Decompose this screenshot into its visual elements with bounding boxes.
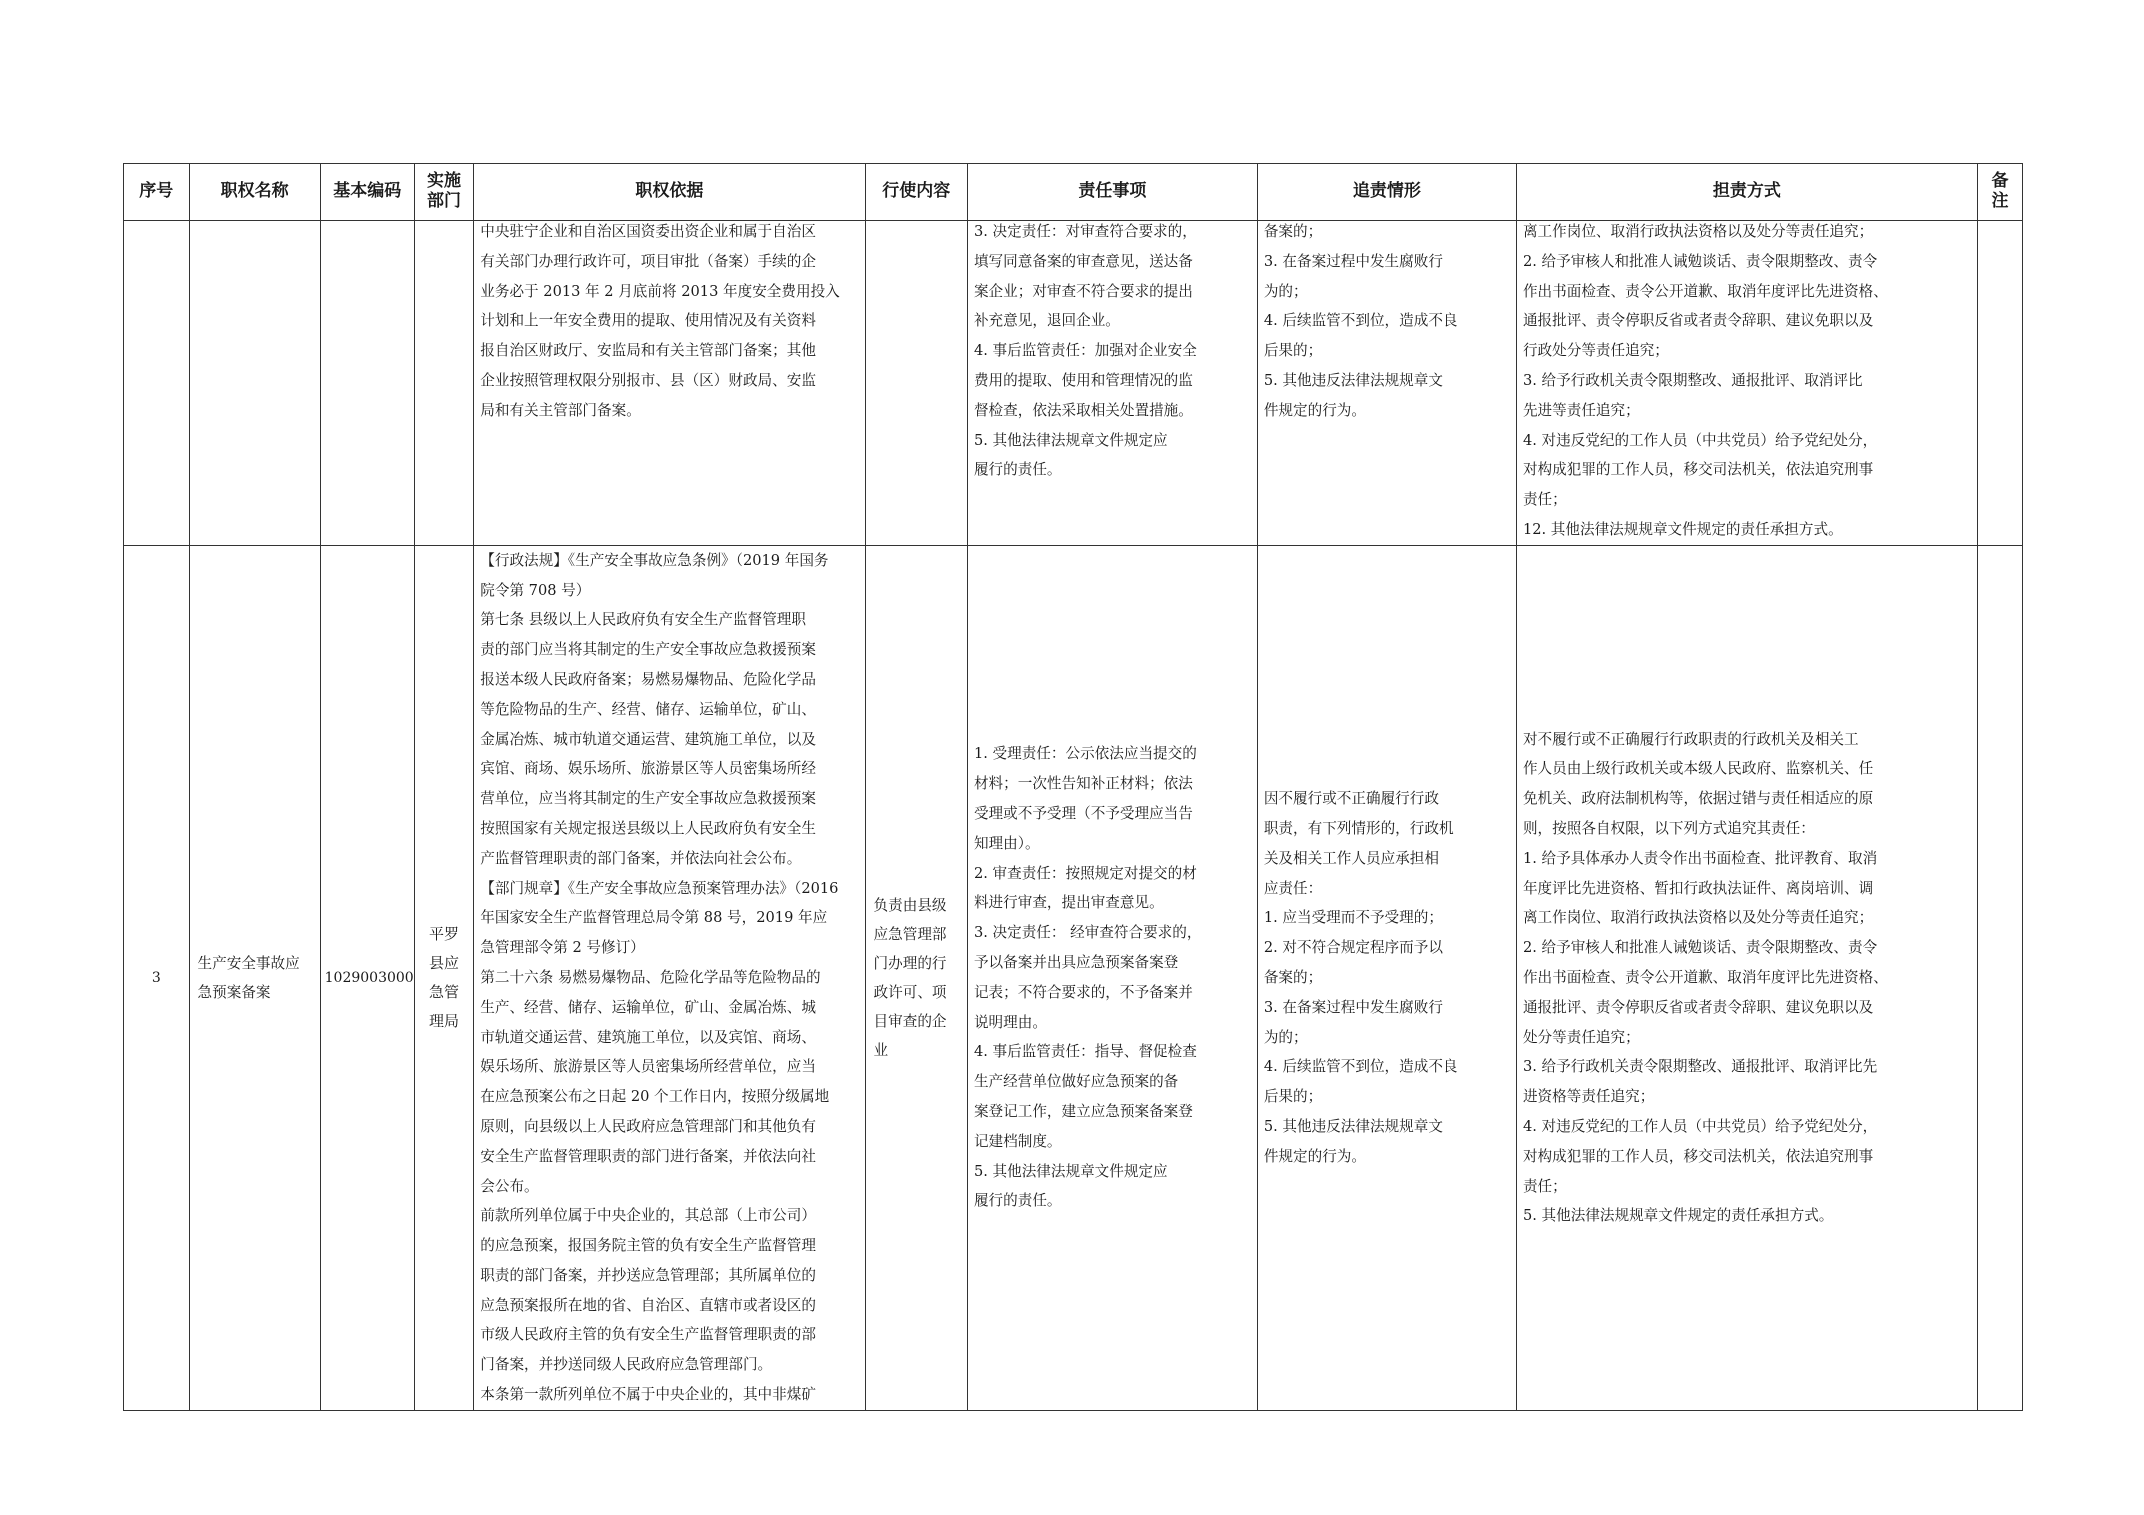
header-exercise: 行使内容 — [865, 164, 967, 221]
text-line: 按照国家有关规定报送县级以上人民政府负有安全生 — [480, 819, 816, 837]
text-line: 急管 — [429, 982, 460, 1001]
text-line: 市轨道交通运营、建筑施工单位，以及宾馆、商场、 — [480, 1028, 816, 1046]
text-line: 件规定的行为。 — [1263, 401, 1366, 419]
text-line: 通报批评、责令停职反省或者责令辞职、建议免职以及 — [1522, 998, 1874, 1016]
header-code: 基本编码 — [320, 164, 414, 221]
text-line: 5. 其他法律法规规章文件规定的责任承担方式。 — [1522, 1207, 1834, 1225]
text-line: 5. 其他违反法律法规规章文 — [1263, 1117, 1443, 1135]
text-line: 生产经营单位做好应急预案的备 — [973, 1073, 1179, 1091]
text-line: 记建档制度。 — [973, 1132, 1062, 1150]
text-line: 备案的； — [1263, 223, 1323, 240]
row1-bear-cell — [1516, 221, 1977, 546]
text-line: 免机关、政府法制机构等，依据过错与责任相适应的原 — [1522, 790, 1874, 808]
text-line: 作出书面检查、责令公开道歉、取消年度评比先进资格、 — [1522, 968, 1888, 986]
text-line: 4. 事后监管责任：加强对企业安全 — [973, 342, 1197, 360]
text-line: 5. 其他违反法律法规规章文 — [1263, 371, 1443, 389]
text-line: 备案的； — [1263, 968, 1323, 986]
table-header-row — [124, 164, 2023, 221]
text-line: 2. 审查责任：按照规定对提交的材 — [973, 864, 1197, 882]
header-bear: 担责方式 — [1516, 164, 1977, 221]
row1-duty-cell — [967, 221, 1257, 546]
text-line: 3. 给予行政机关责令限期整改、通报批评、取消评比 — [1522, 371, 1863, 389]
header-dept-label: 实施部门 — [427, 171, 462, 211]
text-line: 营单位，应当将其制定的生产安全事故应急救援预案 — [480, 790, 816, 808]
text-line: 记表；不符合要求的，不予备案并 — [973, 983, 1193, 1001]
text-line: 3. 在备案过程中发生腐败行 — [1263, 998, 1443, 1016]
row2-dept — [415, 920, 473, 1036]
text-line: 为的； — [1263, 282, 1308, 300]
text-line: 应责任： — [1263, 879, 1323, 897]
text-line: 受理或不予受理（不予受理应当告 — [973, 805, 1193, 823]
row2-name-cell — [189, 545, 320, 1410]
text-line: 负责由县级 — [873, 896, 947, 914]
text-line: 说明理由。 — [973, 1013, 1047, 1031]
table-row — [124, 221, 2023, 546]
row1-basis-cell — [474, 221, 865, 546]
text-line: 县应 — [429, 953, 460, 972]
header-duty: 责任事项 — [967, 164, 1257, 221]
row2-code-cell — [320, 545, 414, 1410]
text-line: 年度评比先进资格、暂扣行政执法证件、离岗培训、调 — [1522, 879, 1874, 897]
text-line: 3. 决定责任：对审查符合要求的， — [973, 223, 1197, 240]
text-line: 娱乐场所、旅游景区等人员密集场所经营单位，应当 — [480, 1058, 816, 1076]
text-line: 1. 给予具体承办人责令作出书面检查、批评教育、取消 — [1522, 849, 1878, 867]
text-line: 4. 对违反党纪的工作人员（中共党员）给予党纪处分， — [1522, 431, 1878, 449]
text-line: 政许可、项 — [873, 983, 947, 1001]
text-line: 对构成犯罪的工作人员，移交司法机关，依法追究刑事 — [1522, 1147, 1874, 1165]
text-line: 业务必于 2013 年 2 月底前将 2013 年度安全费用投入 — [480, 282, 840, 300]
text-line: 4. 后续监管不到位，造成不良 — [1263, 312, 1458, 330]
text-line: 生产安全事故应 — [197, 954, 300, 972]
row2-exercise-text — [866, 891, 967, 1065]
text-line: 的应急预案，报国务院主管的负有安全生产监督管理 — [480, 1237, 816, 1255]
row2-duty-cell — [967, 545, 1257, 1410]
text-line: 应急管理部 — [873, 925, 947, 943]
row2-code: 1029003000 — [324, 969, 414, 986]
row1-bear-text — [1517, 217, 1977, 545]
text-line: 5. 其他法律法规章文件规定应 — [973, 431, 1168, 449]
text-line: 先进等责任追究； — [1522, 401, 1640, 419]
header-account: 追责情形 — [1257, 164, 1516, 221]
row2-account-text — [1258, 784, 1516, 1171]
text-line: 理局 — [429, 1011, 460, 1030]
text-line: 处分等责任追究； — [1522, 1028, 1640, 1046]
text-line: 原则，向县级以上人民政府应急管理部门和其他负有 — [480, 1117, 816, 1135]
text-line: 急管理部令第 2 号修订） — [480, 939, 645, 957]
text-line: 履行的责任。 — [973, 461, 1062, 479]
text-line: 予以备案并出具应急预案备案登 — [973, 954, 1179, 972]
text-line: 应急预案报所在地的省、自治区、直辖市或者设区的 — [480, 1296, 816, 1314]
row1-duty-text — [968, 217, 1257, 485]
text-line: 中央驻宁企业和自治区国资委出资企业和属于自治区 — [480, 223, 816, 240]
text-line: 责任； — [1522, 491, 1567, 509]
row2-dept-cell — [414, 545, 473, 1410]
text-line: 责的部门应当将其制定的生产安全事故应急救援预案 — [480, 641, 816, 659]
text-line: 件规定的行为。 — [1263, 1147, 1366, 1165]
row1-seq-cell — [124, 221, 190, 546]
text-line: 等危险物品的生产、经营、储存、运输单位，矿山、 — [480, 700, 816, 718]
text-line: 1. 应当受理而不予受理的； — [1263, 909, 1443, 927]
text-line: 职责，有下列情形的，行政机 — [1263, 819, 1454, 837]
table-row — [124, 545, 2023, 1410]
text-line: 12. 其他法律法规规章文件规定的责任承担方式。 — [1522, 520, 1843, 538]
text-line: 在应急预案公布之日起 20 个工作日内，按照分级属地 — [480, 1088, 830, 1106]
text-line: 作人员由上级行政机关或本级人民政府、监察机关、任 — [1522, 760, 1874, 778]
text-line: 责任； — [1522, 1177, 1567, 1195]
text-line: 后果的； — [1263, 1088, 1323, 1106]
row2-bear-cell — [1516, 545, 1977, 1410]
header-seq: 序号 — [124, 164, 190, 221]
text-line: 离工作岗位、取消行政执法资格以及处分等责任追究； — [1522, 223, 1874, 240]
row2-account-cell — [1257, 545, 1516, 1410]
text-line: 年国家安全生产监督管理总局令第 88 号，2019 年应 — [480, 909, 828, 927]
header-name: 职权名称 — [189, 164, 320, 221]
text-line: 产监督管理职责的部门备案，并依法向社会公布。 — [480, 849, 802, 867]
text-line: 案企业；对审查不符合要求的提出 — [973, 282, 1193, 300]
text-line: 行政处分等责任追究； — [1522, 342, 1669, 360]
header-basis: 职权依据 — [474, 164, 865, 221]
text-line: 2. 给予审核人和批准人诫勉谈话、责令限期整改、责令 — [1522, 252, 1878, 270]
text-line: 1. 受理责任：公示依法应当提交的 — [973, 745, 1197, 763]
text-line: 费用的提取、使用和管理情况的监 — [973, 371, 1193, 389]
text-line: 知理由）。 — [973, 834, 1040, 852]
text-line: 会公布。 — [480, 1177, 539, 1195]
row1-account-text — [1258, 217, 1516, 426]
text-line: 关及相关工作人员应承担相 — [1263, 849, 1439, 867]
text-line: 安全生产监督管理职责的部门进行备案，并依法向社 — [480, 1147, 816, 1165]
row2-seq-cell — [124, 545, 190, 1410]
text-line: 4. 后续监管不到位，造成不良 — [1263, 1058, 1458, 1076]
text-line: 材料；一次性告知补正材料；依法 — [973, 775, 1193, 793]
row2-basis-text — [474, 546, 864, 1410]
text-line: 填写同意备案的审查意见，送达备 — [973, 252, 1193, 270]
text-line: 因不履行或不正确履行行政 — [1263, 790, 1439, 808]
text-line: 进资格等责任追究； — [1522, 1088, 1655, 1106]
text-line: 业 — [873, 1041, 889, 1059]
text-line: 补充意见，退回企业。 — [973, 312, 1120, 330]
row1-basis-text — [474, 217, 864, 426]
text-line: 3. 在备案过程中发生腐败行 — [1263, 252, 1443, 270]
row1-exercise-cell — [865, 221, 967, 546]
text-line: 【行政法规】《生产安全事故应急条例》（2019 年国务 — [480, 551, 829, 569]
row2-basis-cell — [474, 545, 865, 1410]
text-line: 局和有关主管部门备案。 — [480, 401, 641, 419]
text-line: 生产、经营、储存、运输单位，矿山、金属冶炼、城 — [480, 998, 816, 1016]
row2-name — [190, 949, 320, 1007]
text-line: 对构成犯罪的工作人员，移交司法机关，依法追究刑事 — [1522, 461, 1874, 479]
text-line: 4. 对违反党纪的工作人员（中共党员）给予党纪处分， — [1522, 1117, 1878, 1135]
row2-duty-text — [968, 739, 1257, 1216]
row1-code-cell — [320, 221, 414, 546]
responsibility-table — [123, 163, 2023, 1411]
text-line: 本条第一款所列单位不属于中央企业的，其中非煤矿 — [480, 1386, 816, 1404]
row1-name-cell — [189, 221, 320, 546]
text-line: 第七条 县级以上人民政府负有安全生产监督管理职 — [480, 611, 806, 629]
row1-dept-cell — [414, 221, 473, 546]
row2-seq: 3 — [151, 969, 161, 986]
text-line: 督检查，依法采取相关处置措施。 — [973, 401, 1193, 419]
text-line: 对不履行或不正确履行行政职责的行政机关及相关工 — [1522, 730, 1859, 748]
text-line: 急预案备案 — [197, 983, 271, 1001]
text-line: 职责的部门备案，并抄送应急管理部；其所属单位的 — [480, 1266, 816, 1284]
header-note — [1977, 164, 2022, 221]
row1-account-cell — [1257, 221, 1516, 546]
row2-bear-text — [1517, 725, 1977, 1232]
text-line: 案登记工作，建立应急预案备案登 — [973, 1103, 1193, 1120]
text-line: 2. 对不符合规定程序而予以 — [1263, 939, 1443, 957]
text-line: 【部门规章】《生产安全事故应急预案管理办法》（2016 — [480, 879, 839, 897]
text-line: 企业按照管理权限分别报市、县（区）财政局、安监 — [480, 371, 816, 389]
header-dept — [414, 164, 473, 221]
text-line: 料进行审查，提出审查意见。 — [973, 894, 1164, 912]
text-line: 报送本级人民政府备案；易燃易爆物品、危险化学品 — [480, 670, 816, 688]
text-line: 平罗 — [429, 924, 460, 943]
text-line: 4. 事后监管责任：指导、督促检查 — [973, 1043, 1197, 1061]
text-line: 3. 给予行政机关责令限期整改、通报批评、取消评比先 — [1522, 1058, 1878, 1076]
text-line: 5. 其他法律法规章文件规定应 — [973, 1162, 1168, 1180]
text-line: 2. 给予审核人和批准人诫勉谈话、责令限期整改、责令 — [1522, 939, 1878, 957]
text-line: 前款所列单位属于中央企业的，其总部（上市公司） — [480, 1207, 816, 1225]
text-line: 第二十六条 易燃易爆物品、危险化学品等危险物品的 — [480, 968, 821, 986]
row2-note-cell — [1977, 545, 2022, 1410]
text-line: 报自治区财政厅、安监局和有关主管部门备案；其他 — [480, 342, 816, 360]
header-note-label: 备注 — [1991, 171, 2009, 211]
text-line: 计划和上一年安全费用的提取、使用情况及有关资料 — [480, 312, 816, 330]
text-line: 院令第 708 号） — [480, 581, 591, 599]
text-line: 履行的责任。 — [973, 1192, 1062, 1210]
text-line: 为的； — [1263, 1028, 1308, 1046]
text-line: 作出书面检查、责令公开道歉、取消年度评比先进资格、 — [1522, 282, 1888, 300]
text-line: 门备案，并抄送同级人民政府应急管理部门。 — [480, 1356, 773, 1374]
row1-note-cell — [1977, 221, 2022, 546]
row2-exercise-cell — [865, 545, 967, 1410]
text-line: 离工作岗位、取消行政执法资格以及处分等责任追究； — [1522, 909, 1874, 927]
text-line: 市级人民政府主管的负有安全生产监督管理职责的部 — [480, 1326, 816, 1344]
text-line: 则，按照各自权限，以下列方式追究其责任： — [1522, 819, 1815, 837]
text-line: 门办理的行 — [873, 954, 947, 972]
text-line: 后果的； — [1263, 342, 1323, 360]
text-line: 3. 决定责任： 经审查符合要求的， — [973, 924, 1202, 942]
text-line: 目审查的企 — [873, 1012, 947, 1030]
text-line: 有关部门办理行政许可，项目审批（备案）手续的企 — [480, 252, 816, 270]
text-line: 通报批评、责令停职反省或者责令辞职、建议免职以及 — [1522, 312, 1874, 330]
text-line: 宾馆、商场、娱乐场所、旅游景区等人员密集场所经 — [480, 760, 816, 778]
text-line: 金属冶炼、城市轨道交通运营、建筑施工单位，以及 — [480, 730, 816, 748]
